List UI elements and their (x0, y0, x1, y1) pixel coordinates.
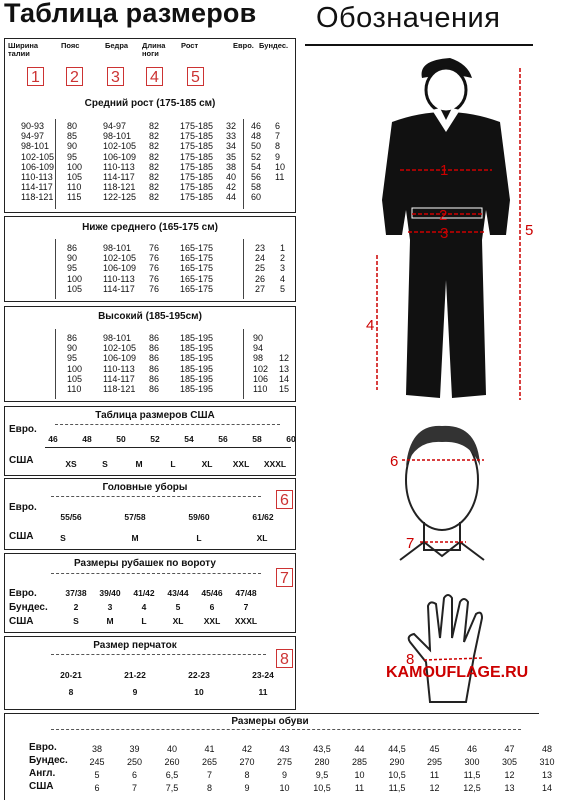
shoes-euro-6: 43,5 (313, 744, 331, 754)
hats-usa-1: M (131, 533, 139, 543)
gloves-row1-1: 21-22 (124, 670, 146, 680)
site-watermark: KAMOUFLAGE.RU (386, 664, 529, 681)
shoes-euro-7: 44 (354, 744, 365, 754)
hats-usa-label: США (9, 531, 34, 542)
shirts-bundes-5: 7 (243, 602, 249, 612)
medium-hips-col: 94-97 98-101 102-105 106-109 110-113 114-117 118-121 122-125 (103, 121, 137, 203)
tag-3: 3 (107, 67, 124, 86)
shirts-euro-label: Евро. (9, 588, 37, 599)
header-bundes: Бундес. (259, 41, 289, 50)
tag-1: 1 (27, 67, 44, 86)
medium-c6-col: 32 33 34 35 38 40 42 44 (226, 121, 237, 203)
tall-divider-1 (55, 329, 56, 399)
shoes-engl-5: 9 (281, 770, 287, 780)
usa-usa-2: M (135, 459, 143, 469)
tall-divider-2 (243, 329, 244, 399)
below-divider-1 (55, 239, 56, 299)
shirts-table (4, 553, 296, 633)
usa-title-rule (55, 424, 280, 425)
shirts-title-rule (51, 573, 261, 574)
shoes-engl-9: 11 (429, 770, 440, 780)
usa-usa-5: XXL (232, 459, 250, 469)
shoes-engl-11: 12 (504, 770, 515, 780)
shoes-bundes-8: 290 (389, 757, 405, 767)
usa-euro-2: 50 (116, 434, 126, 444)
shirts-euro-4: 45/46 (201, 588, 223, 598)
gloves-row2-0: 8 (68, 687, 74, 697)
shoes-euro-1: 39 (129, 744, 140, 754)
medium-divider-2 (243, 119, 244, 209)
shoes-engl-2: 6,5 (165, 770, 179, 780)
tall-euro-col: 90 94 98 102 106 110 (253, 333, 269, 395)
shoes-bundes-7: 285 (351, 757, 368, 767)
shoes-usa-2: 7,5 (165, 783, 179, 793)
usa-usa-1: S (102, 459, 108, 469)
medium-belt-col: 80 85 90 95 100 105 110 115 (67, 121, 83, 203)
tall-table (4, 306, 296, 402)
shoes-title: Размеры обуви (231, 716, 309, 727)
shoes-euro-12: 48 (541, 744, 552, 754)
hats-usa-3: XL (256, 533, 268, 543)
head-outline (426, 68, 466, 112)
shirts-bundes-0: 2 (73, 602, 79, 612)
shirts-usa-4: XXL (203, 616, 221, 626)
figure-label-7: 7 (406, 535, 415, 552)
shoes-engl-0: 5 (94, 770, 100, 780)
shoes-bundes-6: 280 (314, 757, 330, 767)
figure-label-3: 3 (440, 225, 449, 242)
shirts-usa-2: L (141, 616, 147, 626)
shoes-bundes-11: 305 (501, 757, 518, 767)
shoes-usa-9: 12 (429, 783, 440, 793)
usa-euro-7: 60 (286, 434, 296, 444)
shoes-engl-12: 13 (541, 770, 552, 780)
shoes-usa-1: 7 (131, 783, 137, 793)
shirts-euro-5: 47/48 (235, 588, 257, 598)
main-size-table (4, 38, 296, 213)
usa-euro-6: 58 (252, 434, 262, 444)
usa-usa-4: XL (201, 459, 213, 469)
header-waist: Ширина талии (8, 41, 39, 58)
legend-underline (305, 44, 533, 46)
usa-scale-line (45, 447, 291, 448)
shoes-usa-4: 9 (244, 783, 250, 793)
shirts-usa-5: XXXL (234, 616, 258, 626)
below-leg-col: 76 76 76 76 76 (149, 243, 160, 294)
tag-7: 7 (276, 568, 293, 587)
shoes-euro-4: 42 (241, 744, 252, 754)
shoes-euro-label: Евро. (29, 742, 57, 753)
shoes-euro-5: 43 (279, 744, 290, 754)
shoes-euro-0: 38 (91, 744, 102, 754)
shirts-title: Размеры рубашек по вороту (73, 558, 216, 569)
tall-belt-col: 86 90 95 100 105 110 (67, 333, 83, 395)
shoes-bundes-label: Бундес. (29, 755, 68, 766)
shoes-bundes-5: 275 (276, 757, 293, 767)
hand-measurement-figure (400, 592, 510, 710)
shoes-euro-10: 46 (466, 744, 477, 754)
tall-leg-col: 86 86 86 86 86 86 (149, 333, 160, 395)
usa-euro-5: 56 (218, 434, 228, 444)
hand-outline (409, 595, 482, 702)
medium-divider-1 (55, 119, 56, 209)
shoes-engl-6: 9,5 (315, 770, 329, 780)
shirts-bundes-4: 6 (209, 602, 215, 612)
shoes-euro-3: 41 (204, 744, 215, 754)
hats-euro-0: 55/56 (60, 512, 82, 522)
shoes-engl-label: Англ. (29, 768, 56, 779)
shoes-usa-0: 6 (94, 783, 100, 793)
below-title: Ниже среднего (165-175 см) (82, 222, 218, 233)
usa-euro-3: 52 (150, 434, 160, 444)
shoes-engl-7: 10 (354, 770, 365, 780)
tag-5: 5 (187, 67, 204, 86)
medium-waist-col: 90-93 94-97 98-101 102-105 106-109 110-113 114-117 118-121 (21, 121, 55, 203)
shirts-bundes-2: 4 (141, 602, 147, 612)
shoes-bundes-3: 265 (201, 757, 218, 767)
shoes-bundes-0: 245 (89, 757, 105, 767)
usa-usa-6: XXXL (263, 459, 287, 469)
usa-usa-3: L (170, 459, 176, 469)
hats-usa-2: L (196, 533, 202, 543)
shoes-usa-11: 13 (504, 783, 515, 793)
body-measurement-figure (300, 50, 539, 410)
figure-label-2: 2 (439, 207, 448, 224)
tag-6: 6 (276, 490, 293, 509)
shoes-usa-6: 10,5 (313, 783, 331, 793)
hats-usa-0: S (60, 533, 66, 543)
shoes-bundes-2: 260 (164, 757, 180, 767)
gloves-title: Размер перчаток (93, 640, 177, 651)
shoes-bundes-9: 295 (426, 757, 443, 767)
shirts-bundes-label: Бундес. (9, 602, 48, 613)
shoes-bundes-12: 310 (539, 757, 555, 767)
shoes-title-rule (51, 729, 521, 730)
gloves-row1-0: 20-21 (60, 670, 82, 680)
shoes-usa-7: 11 (354, 783, 365, 793)
shoes-engl-1: 6 (131, 770, 137, 780)
shirts-euro-3: 43/44 (167, 588, 189, 598)
figure-label-5: 5 (525, 222, 534, 239)
medium-bundes-col: 6 7 8 9 10 11 (275, 121, 286, 183)
shoes-bundes-10: 300 (464, 757, 480, 767)
header-belt: Пояс (61, 41, 80, 50)
shirts-usa-1: M (106, 616, 114, 626)
header-height: Рост (181, 41, 199, 50)
shirts-euro-2: 41/42 (133, 588, 155, 598)
header-euro: Евро. (233, 41, 254, 50)
hats-title-rule (51, 496, 261, 497)
head-measurement-figure (380, 410, 510, 560)
hats-euro-2: 59/60 (188, 512, 210, 522)
shoes-table (4, 713, 555, 800)
figure-label-1: 1 (440, 162, 449, 179)
shirts-euro-1: 39/40 (99, 588, 121, 598)
below-belt-col: 86 90 95 100 105 (67, 243, 83, 294)
gloves-title-rule (51, 654, 266, 655)
tall-title: Высокий (185-195см) (98, 311, 202, 322)
shirts-bundes-3: 5 (175, 602, 181, 612)
below-height-col: 165-175 165-175 165-175 165-175 165-175 (180, 243, 214, 294)
tall-bundes-col: 12 13 14 15 (279, 353, 290, 395)
usa-euro-4: 54 (184, 434, 194, 444)
shoes-euro-9: 45 (429, 744, 440, 754)
figure-label-6: 6 (390, 453, 399, 470)
shoes-usa-label: США (29, 781, 54, 792)
shoes-engl-4: 8 (244, 770, 250, 780)
below-divider-2 (243, 239, 244, 299)
shirts-usa-3: XL (172, 616, 184, 626)
usa-title: Таблица размеров США (95, 410, 215, 421)
shoes-bundes-1: 250 (126, 757, 143, 767)
below-hips-col: 98-101 102-105 106-109 110-113 114-117 (103, 243, 137, 294)
header-leg: Длина ноги (142, 41, 166, 58)
shoes-euro-2: 40 (166, 744, 177, 754)
hats-table (4, 478, 296, 550)
shoes-bundes-4: 270 (239, 757, 255, 767)
usa-euro-0: 46 (48, 434, 58, 444)
shirts-usa-label: США (9, 616, 34, 627)
shoes-usa-3: 8 (206, 783, 212, 793)
medium-leg-col: 82 82 82 82 82 82 82 82 (149, 121, 160, 203)
gloves-row2-3: 11 (258, 687, 268, 697)
shirts-euro-0: 37/38 (65, 588, 87, 598)
shoes-engl-3: 7 (206, 770, 212, 780)
shoes-usa-5: 10 (279, 783, 290, 793)
below-bundes-col: 1 2 3 4 5 (280, 243, 286, 294)
shoes-usa-8: 11,5 (388, 783, 406, 793)
medium-height-col: 175-185 175-185 175-185 175-185 175-185 175-185 175-185 175-185 (180, 121, 214, 203)
hats-euro-label: Евро. (9, 502, 37, 513)
tag-4: 4 (146, 67, 163, 86)
figure-label-8: 8 (406, 651, 415, 668)
below-average-table (4, 216, 296, 302)
shoes-usa-12: 14 (541, 783, 552, 793)
usa-usa-0: XS (65, 459, 77, 469)
legend-title: Обозначения (316, 2, 501, 34)
tall-hips-col: 98-101 102-105 106-109 110-113 114-117 118-121 (103, 333, 137, 395)
usa-usa-label: США (9, 455, 34, 466)
tag-2: 2 (66, 67, 83, 86)
shoes-engl-10: 11,5 (463, 770, 481, 780)
figure-label-4: 4 (366, 317, 375, 334)
tall-height-col: 185-195 185-195 185-195 185-195 185-195 185-195 (180, 333, 214, 395)
gloves-row1-3: 23-24 (252, 670, 274, 680)
shirts-usa-0: S (73, 616, 79, 626)
medium-euro-col: 46 48 50 52 54 56 58 60 (251, 121, 262, 203)
gloves-table (4, 636, 296, 710)
medium-title: Средний рост (175-185 см) (84, 98, 216, 109)
shoes-euro-8: 44,5 (388, 744, 406, 754)
hats-title: Головные уборы (102, 482, 188, 493)
shoes-usa-10: 12,5 (463, 783, 481, 793)
hats-euro-1: 57/58 (124, 512, 146, 522)
tag-8: 8 (276, 649, 293, 668)
usa-size-table (4, 406, 296, 476)
below-euro-col: 23 24 25 26 27 (255, 243, 266, 294)
header-hips: Бедра (105, 41, 129, 50)
hats-euro-3: 61/62 (252, 512, 274, 522)
page-title: Таблица размеров (4, 0, 257, 28)
gloves-row1-2: 22-23 (188, 670, 210, 680)
gloves-row2-2: 10 (194, 687, 204, 697)
shirts-bundes-1: 3 (107, 602, 113, 612)
legs-silhouette (406, 240, 486, 398)
usa-euro-label: Евро. (9, 424, 37, 435)
shoes-euro-11: 47 (504, 744, 515, 754)
shoes-engl-8: 10,5 (388, 770, 406, 780)
usa-euro-1: 48 (82, 434, 92, 444)
gloves-row2-1: 9 (132, 687, 138, 697)
